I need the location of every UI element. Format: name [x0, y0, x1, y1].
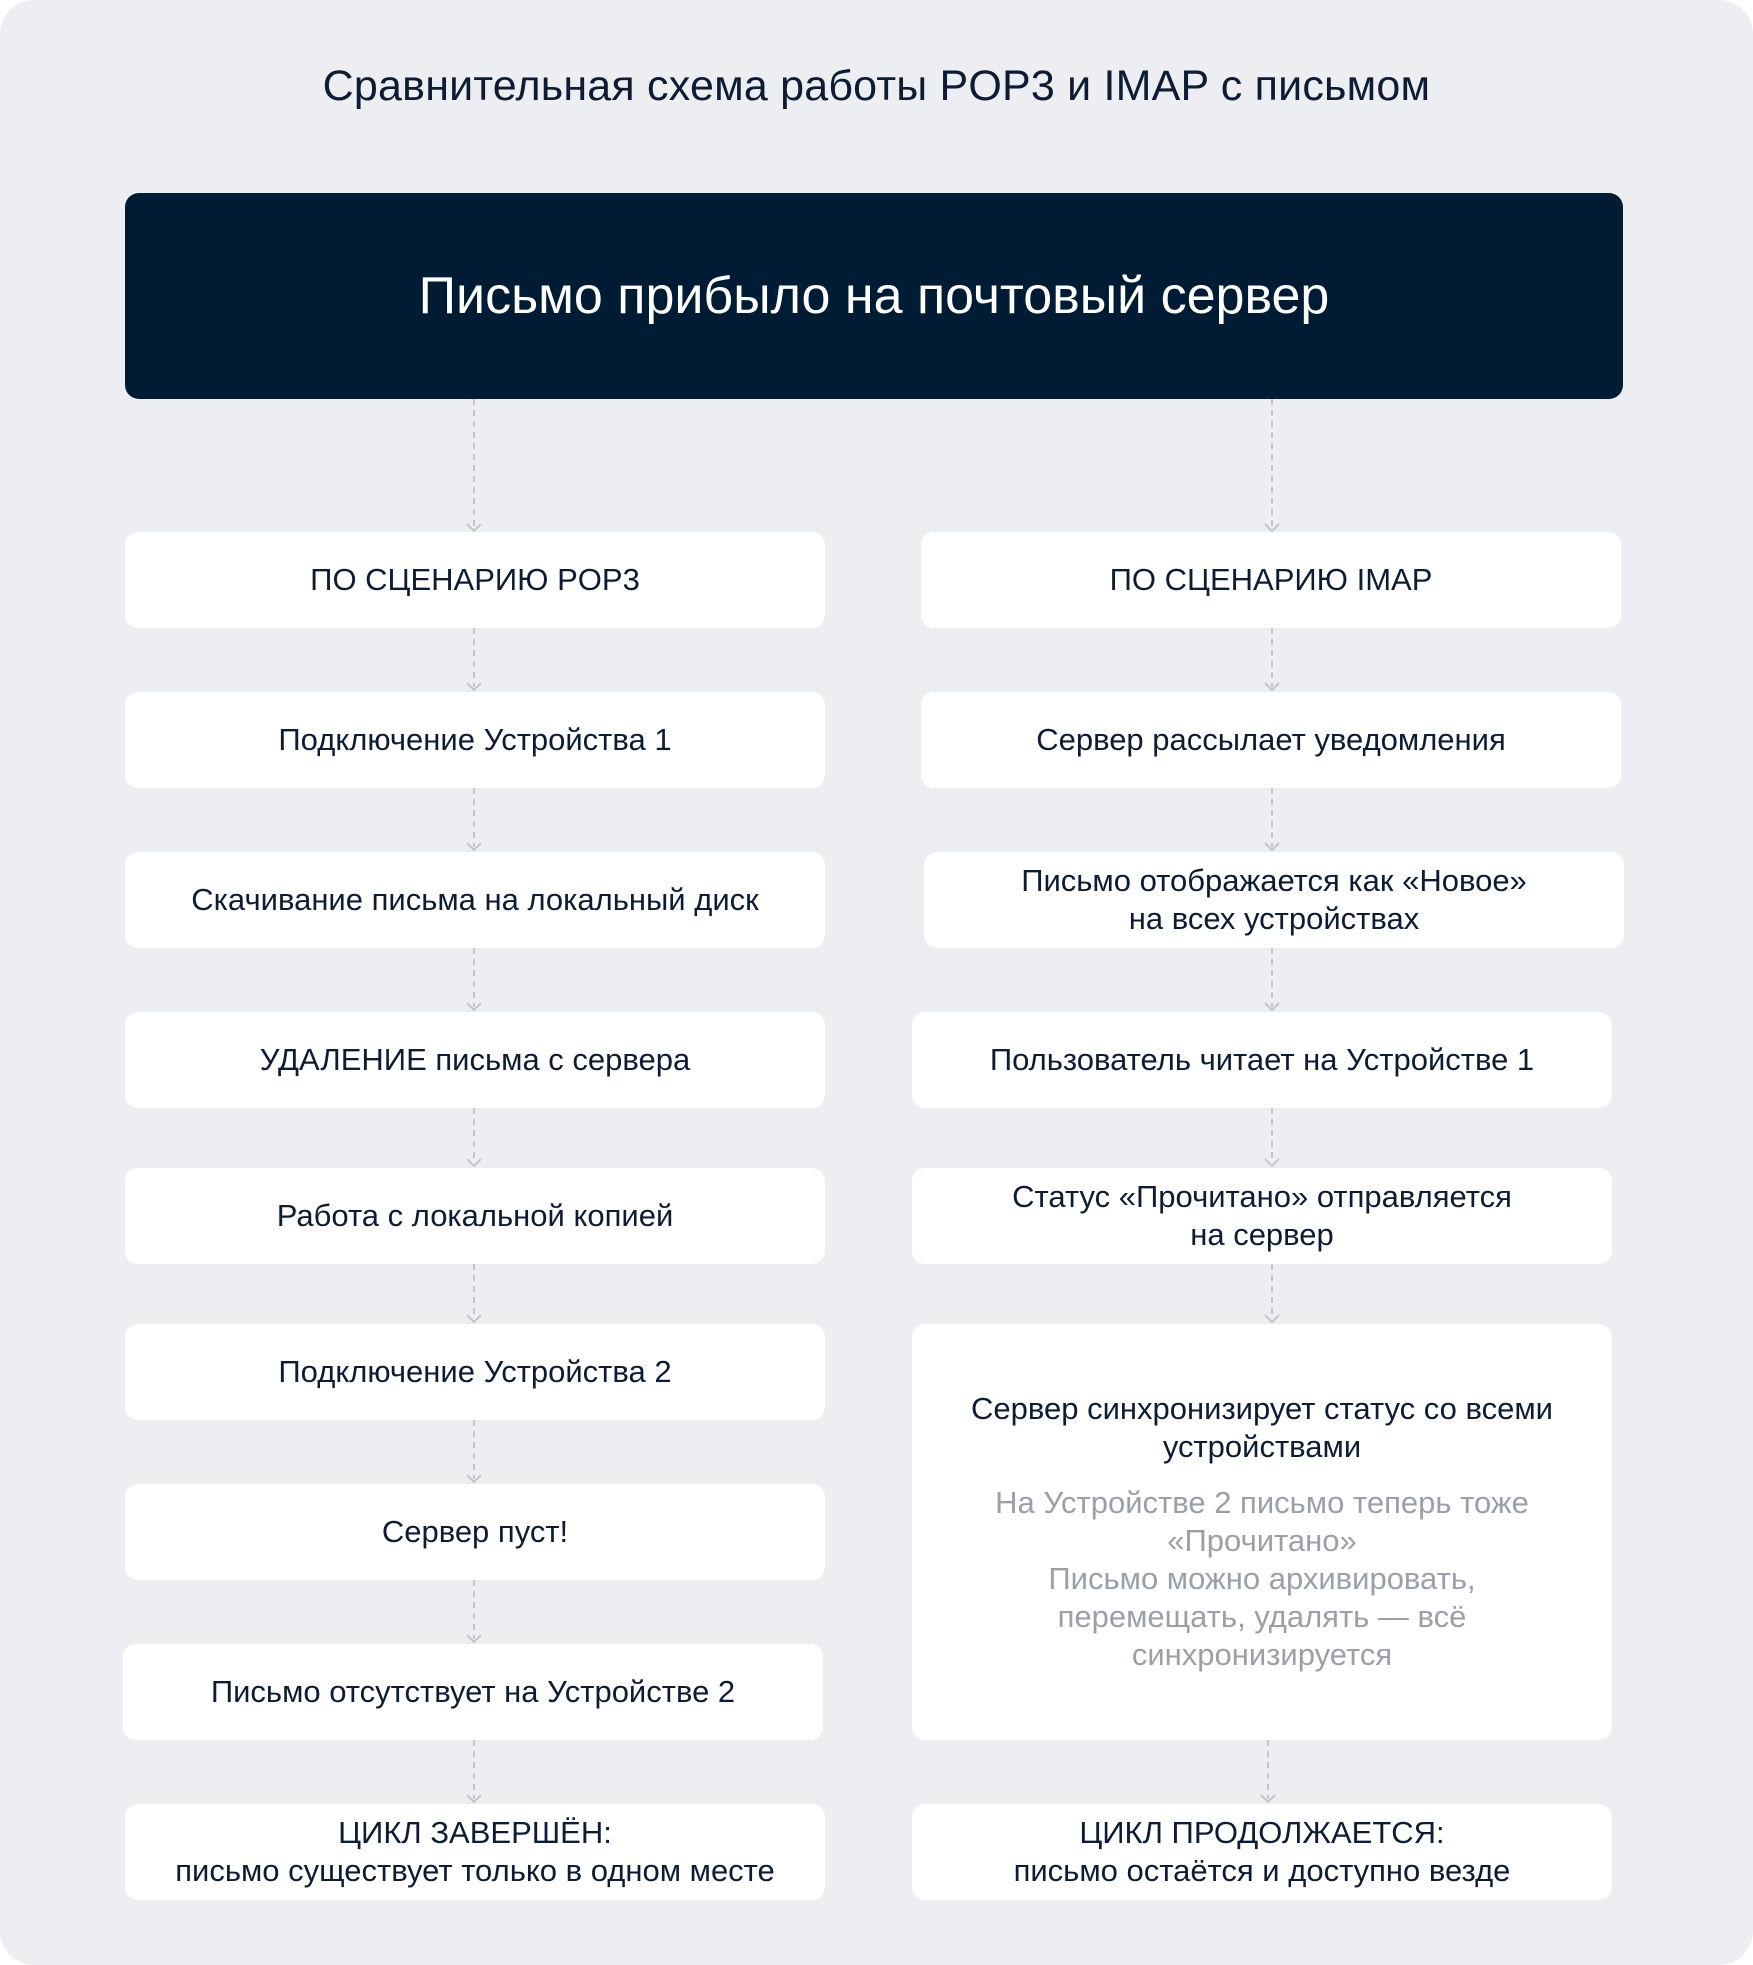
pop3-header [125, 532, 825, 628]
imap-step [924, 852, 1624, 948]
pop3-header-label: ПО СЦЕНАРИЮ POP3 [310, 562, 640, 597]
imap-sync-note-line: перемещать, удалять — всё [1057, 1599, 1467, 1634]
imap-header-label: ПО СЦЕНАРИЮ IMAP [1109, 562, 1433, 597]
imap-step [912, 1012, 1612, 1108]
diagram-title: Сравнительная схема работы POP3 и IMAP с письмом [322, 62, 1431, 110]
arrowhead-pop3-5 [467, 1315, 481, 1322]
imap-step-label: Сервер рассылает уведомления [1036, 722, 1506, 757]
imap-step-label: Письмо отображается как «Новое» [1021, 863, 1527, 898]
pop3-step-label: Письмо отсутствует на Устройстве 2 [210, 1674, 736, 1709]
pop3-result-title: ЦИКЛ ЗАВЕРШЁН: [338, 1815, 612, 1850]
pop3-step-label: Сервер пуст! [381, 1514, 569, 1549]
pop3-step-label: Работа с локальной копией [276, 1198, 674, 1233]
imap-step [921, 692, 1621, 788]
imap-sync-note-line: синхронизируется [1131, 1637, 1393, 1672]
pop3-step [125, 1484, 825, 1580]
arrowhead-imap-5 [1265, 1315, 1279, 1322]
arrowhead-imap-4 [1265, 1159, 1279, 1166]
pop3-step-label: Подключение Устройства 1 [278, 722, 672, 757]
imap-sync-step [912, 1324, 1612, 1740]
imap-step-label: Пользователь читает на Устройстве 1 [989, 1042, 1535, 1077]
pop3-step [125, 1324, 825, 1420]
pop3-result-text: письмо существует только в одном месте [175, 1853, 775, 1888]
imap-step-label: на всех устройствах [1128, 901, 1420, 936]
imap-header [921, 532, 1621, 628]
imap-result-title: ЦИКЛ ПРОДОЛЖАЕТСЯ: [1079, 1815, 1445, 1850]
imap-sync-main: Сервер синхронизирует статус со всеми [971, 1391, 1553, 1426]
imap-sync-note-line: «Прочитано» [1167, 1523, 1357, 1558]
imap-sync-note-line: На Устройстве 2 письмо теперь тоже [995, 1485, 1529, 1520]
pop3-step-label: Скачивание письма на локальный диск [191, 882, 759, 917]
pop3-step [125, 1168, 825, 1264]
imap-result [912, 1804, 1612, 1900]
imap-step-label: Статус «Прочитано» отправляется [1012, 1179, 1512, 1214]
imap-result-text: письмо остаётся и доступно везде [1013, 1853, 1511, 1888]
imap-sync-note-line: Письмо можно архивировать, [1048, 1561, 1476, 1596]
pop3-step [125, 1012, 825, 1108]
server-arrival-label: Письмо прибыло на почтовый сервер [418, 267, 1330, 325]
pop3-step-label: Подключение Устройства 2 [278, 1354, 672, 1389]
pop3-step [125, 692, 825, 788]
pop3-result [125, 1804, 825, 1900]
pop3-step-label: УДАЛЕНИЕ письма с сервера [259, 1042, 691, 1077]
pop3-step [125, 852, 825, 948]
imap-step-label: на сервер [1190, 1217, 1334, 1252]
imap-sync-main: устройствами [1162, 1429, 1362, 1464]
pop3-step [123, 1644, 823, 1740]
arrowhead-pop3-4 [467, 1159, 481, 1166]
imap-step [912, 1168, 1612, 1264]
imap-sync-note [995, 1484, 1529, 1674]
